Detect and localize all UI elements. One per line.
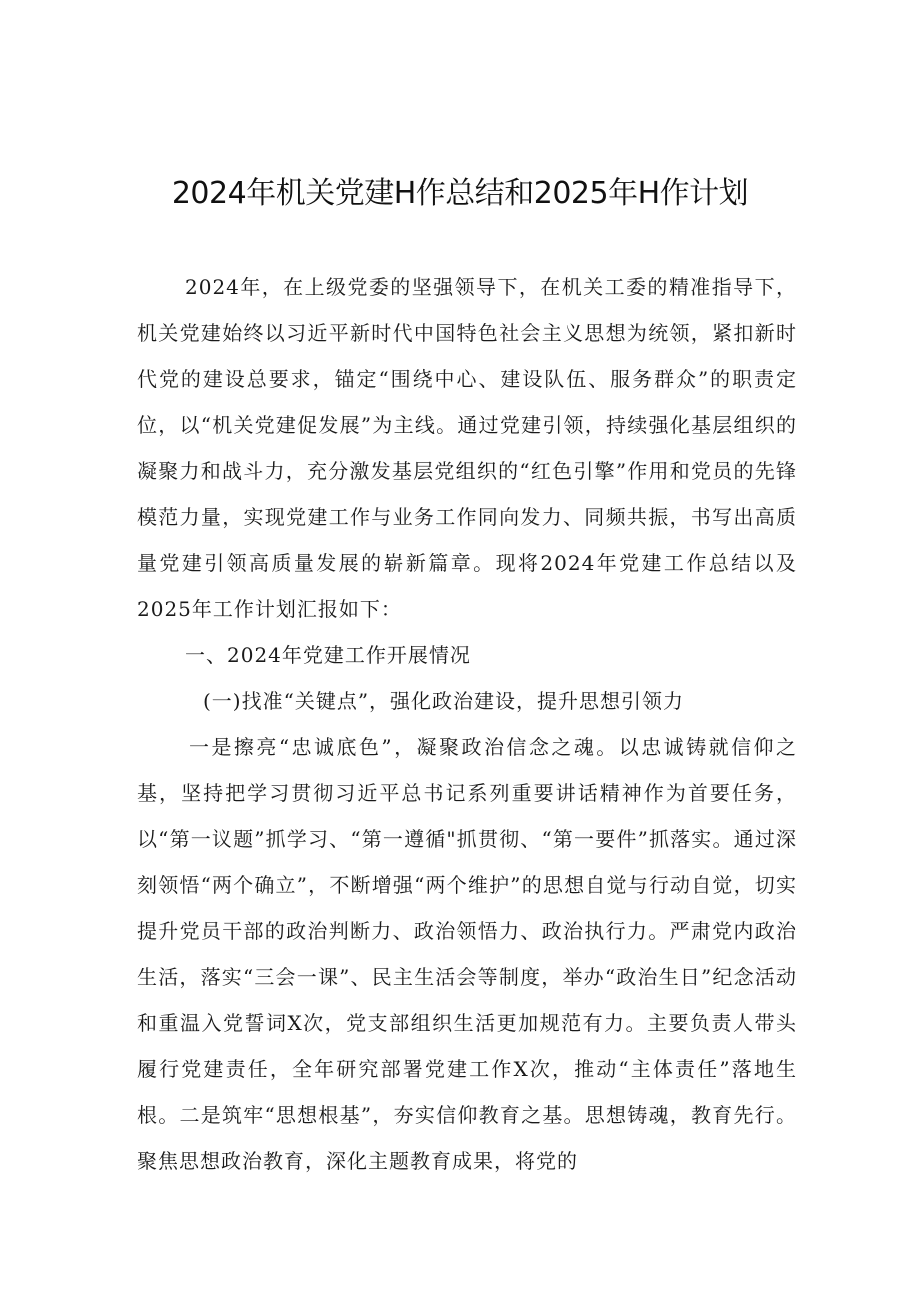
- document-title: 2024年机关党建H作总结和2025年H作计划: [171, 176, 749, 211]
- intro-paragraph: 2024年，在上级党委的坚强领导下，在机关工委的精准指导下，机关党建始终以习近平新时代中国特色社会主义思想为统领，紧扣新时代党的建设总要求，锚定“围绕中心、建设队伍、服务群众”的职责定位，以“机关党建促发展”为主线。通过党建引领，持续强化基层组织的凝聚力和战斗力，充分激发基层党组织的“红色引擎”作用和党员的先锋模范力量，实现党建工作与业务工作同向发力、同频共振，书写出高质量党建引领高质量发展的崭新篇章。现将2024年党建工作总结以及2025年工作计划汇报如下：: [137, 275, 797, 621]
- subsection-heading: (一)找准“关键点”，强化政治建设，提升思想引领力: [203, 689, 685, 713]
- document-body: [137, 264, 797, 1184]
- section-heading: 一、2024年党建工作开展情况: [185, 643, 471, 667]
- subsection-paragraph: 一是擦亮“忠诚底色”，凝聚政治信念之魂。以忠诚铸就信仰之基，坚持把学习贯彻习近平总书记系列重要讲话精神作为首要任务，以“第一议题”抓学习、“第一遵循"抓贯彻、“第一要件”抓落实。通过深刻领悟“两个确立”，不断增强“两个维护”的思想自觉与行动自觉，切实提升党员干部的政治判断力、政治领悟力、政治执行力。严肃党内政治生活，落实“三会一课”、民主生活会等制度，举办“政治生日”纪念活动和重温入党誓词X次，党支部组织生活更加规范有力。主要负责人带头履行党建责任，全年研究部署党建工作X次，推动“主体责任”落地生根。二是筑牢“思想根基”，夯实信仰教育之基。思想铸魂，教育先行。聚焦思想政治教育，深化主题教育成果，将党的: [137, 735, 797, 1173]
